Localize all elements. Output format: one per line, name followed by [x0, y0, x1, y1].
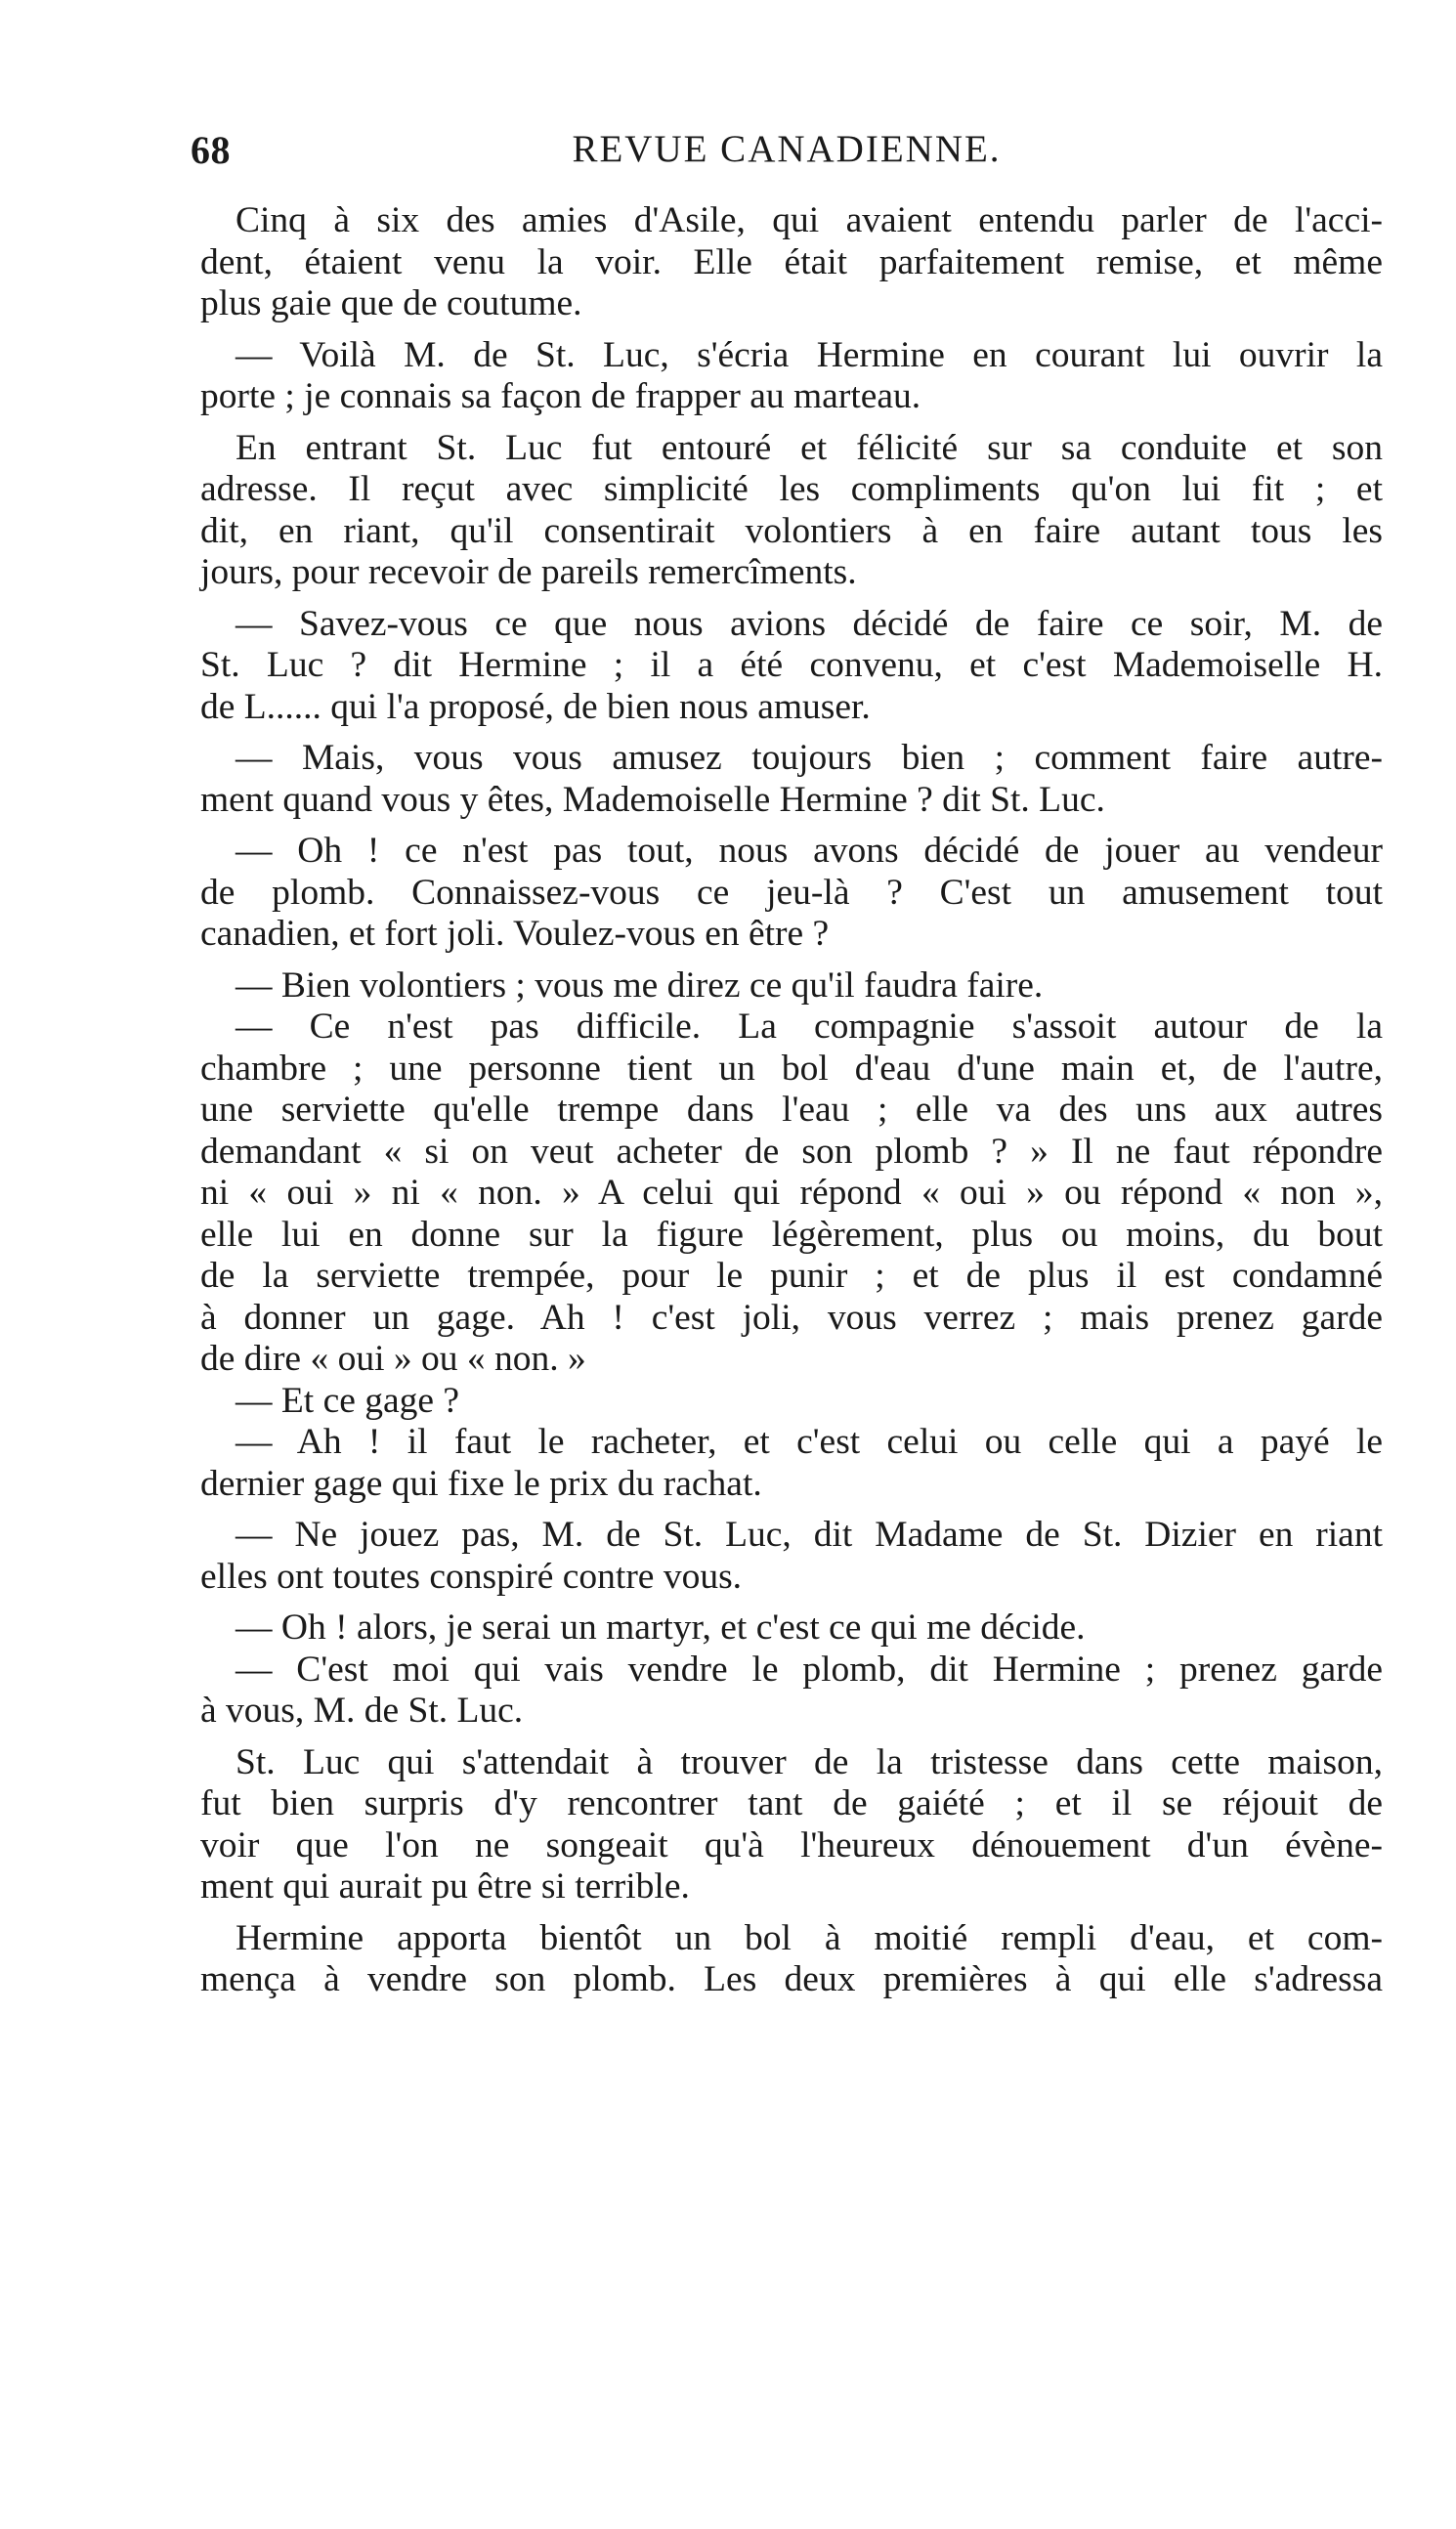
text-line: fut bien surpris d'y rencontrer tant de gaiété ; et il se réjouit de: [200, 1783, 1383, 1823]
text-line: — Voilà M. de St. Luc, s'écria Hermine en courant lui ouvrir la: [236, 334, 1383, 375]
text-line: canadien, et fort joli. Voulez-vous en être ?: [200, 914, 830, 954]
paragraph: [200, 831, 1383, 956]
text-line: de la serviette trempée, pour le punir ; et de plus il est condamné: [200, 1256, 1383, 1296]
text-line: — Mais, vous vous amusez toujours bien ; comment faire autre-: [236, 738, 1383, 778]
text-line: plus gaie que de coutume.: [200, 283, 582, 323]
paragraph: [200, 1422, 1383, 1505]
body-text: [200, 200, 1383, 2001]
text-line: demandant « si on veut acheter de son plomb ? » Il ne faut répondre: [200, 1131, 1383, 1172]
text-line: Hermine apporta bientôt un bol à moitié rempli d'eau, et com-: [236, 1917, 1383, 1958]
text-line: St. Luc qui s'attendait à trouver de la tristesse dans cette maison,: [236, 1741, 1383, 1782]
text-line: dernier gage qui fixe le prix du rachat.: [200, 1463, 762, 1504]
text-line: — Ne jouez pas, M. de St. Luc, dit Madame de St. Dizier en riant: [236, 1515, 1383, 1555]
text-line: jours, pour recevoir de pareils remercîments.: [200, 552, 857, 592]
text-line: une serviette qu'elle trempe dans l'eau ; elle va des uns aux autres: [200, 1090, 1383, 1130]
text-line: — Savez-vous ce que nous avions décidé de faire ce soir, M. de: [236, 603, 1383, 644]
running-title: REVUE CANADIENNE.: [572, 128, 1002, 170]
text-line: à vous, M. de St. Luc.: [200, 1691, 524, 1731]
text-line: elles ont toutes conspiré contre vous.: [200, 1556, 743, 1597]
text-line: ni « oui » ni « non. » A celui qui répond « oui » ou répond « non »,: [200, 1173, 1383, 1213]
paragraph: [200, 428, 1383, 594]
text-line: Cinq à six des amies d'Asile, qui avaient entendu parler de l'acci-: [236, 200, 1383, 240]
text-line: elle lui en donne sur la figure légèrement, plus ou moins, du bout: [200, 1214, 1383, 1255]
text-line: — C'est moi qui vais vendre le plomb, dit Hermine ; prenez garde: [236, 1649, 1383, 1690]
paragraph: [200, 1007, 1383, 1381]
paragraph: [200, 200, 1383, 325]
text-line: voir que l'on ne songeait qu'à l'heureux dénouement d'un évène-: [200, 1824, 1383, 1865]
text-line: ment qui aurait pu être si terrible.: [200, 1866, 690, 1907]
text-line: En entrant St. Luc fut entouré et félicité sur sa conduite et son: [236, 427, 1383, 468]
text-line: porte ; je connais sa façon de frapper au marteau.: [200, 376, 921, 416]
page-number: 68: [191, 128, 231, 172]
paragraph: [200, 1918, 1383, 2001]
paragraph: [200, 1515, 1383, 1598]
text-line: — Bien volontiers ; vous me direz ce qu'il faudra faire.: [236, 964, 1044, 1006]
text-line: dent, étaient venu la voir. Elle était parfaitement remise, et même: [200, 241, 1383, 282]
text-line: adresse. Il reçut avec simplicité les compliments qu'on lui fit ; et: [200, 469, 1383, 509]
text-line: — Oh ! alors, je serai un martyr, et c'est ce qui me décide.: [236, 1607, 1086, 1648]
text-line: mença à vendre son plomb. Les deux premières à qui elle s'adressa: [200, 1959, 1383, 1999]
page-header: [191, 127, 1383, 178]
paragraph: [200, 1607, 1383, 1650]
paragraph: [200, 965, 1383, 1007]
text-line: — Oh ! ce n'est pas tout, nous avons décidé de jouer au vendeur: [236, 831, 1383, 871]
paragraph: [200, 604, 1383, 729]
paragraph: [200, 738, 1383, 821]
text-line: — Et ce gage ?: [236, 1380, 460, 1421]
paragraph: [200, 1742, 1383, 1908]
paragraph: [200, 335, 1383, 418]
text-line: — Ah ! il faut le racheter, et c'est celui ou celle qui a payé le: [236, 1422, 1383, 1462]
text-line: — Ce n'est pas difficile. La compagnie s'assoit autour de la: [236, 1007, 1383, 1047]
text-line: dit, en riant, qu'il consentirait volontiers à en faire autant tous les: [200, 510, 1383, 551]
text-line: à donner un gage. Ah ! c'est joli, vous verrez ; mais prenez garde: [200, 1297, 1383, 1338]
text-line: St. Luc ? dit Hermine ; il a été convenu, et c'est Mademoiselle H.: [200, 645, 1383, 685]
text-line: de L...... qui l'a proposé, de bien nous amuser.: [200, 686, 871, 727]
text-line: chambre ; une personne tient un bol d'eau d'une main et, de l'autre,: [200, 1048, 1383, 1089]
paragraph: [200, 1381, 1383, 1423]
text-line: de plomb. Connaissez-vous ce jeu-là ? C'est un amusement tout: [200, 872, 1383, 913]
text-line: ment quand vous y êtes, Mademoiselle Hermine ? dit St. Luc.: [200, 779, 1105, 820]
paragraph: [200, 1650, 1383, 1733]
text-line: de dire « oui » ou « non. »: [200, 1339, 586, 1379]
